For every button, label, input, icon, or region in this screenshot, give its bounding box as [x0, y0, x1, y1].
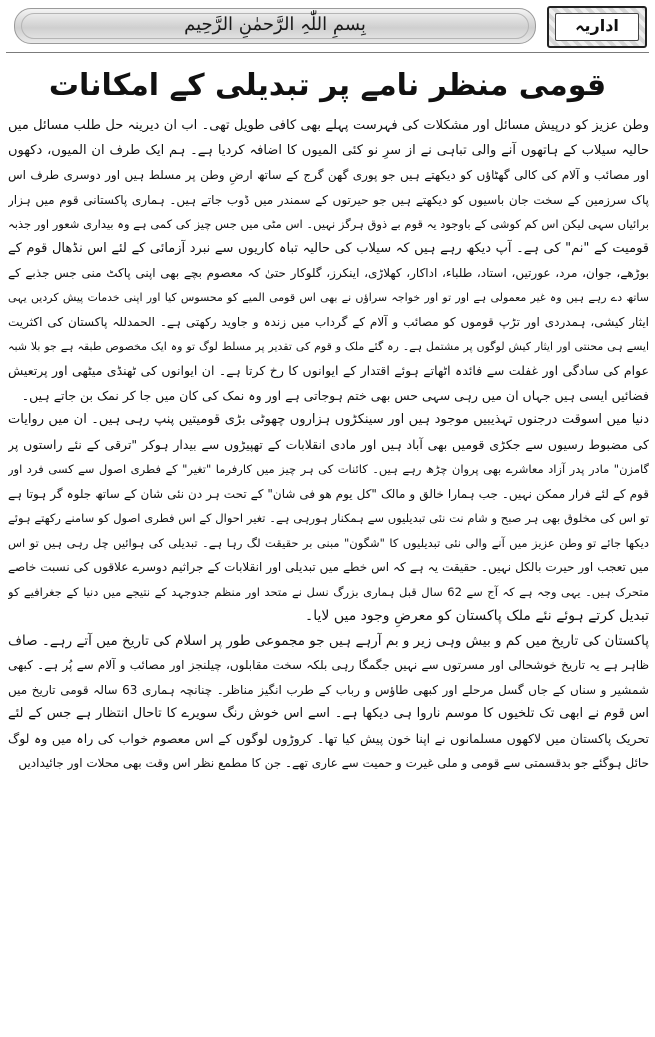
- text-line: ایسے ہی محنتی اور ایثار کیش لوگوں پر مشتمل ہے۔ رہ گئے ملک و قوم کی تقدیر پر مسلط لوگ تو وہ ایک مخصوص طبقہ ہے جو بلا شبہ: [8, 339, 649, 353]
- text-line: شمشیر و سناں کے جاں گسل مرحلے اور کبھی طاؤس و رباب کے طرب انگیز مناظر۔ چنانچہ ہماری 63 سالہ قومی تاریخ میں: [8, 682, 649, 697]
- article-title: قومی منظر نامے پر تبدیلی کے امکانات: [48, 68, 607, 103]
- text-line: قومیت کے "نم" کی ہے۔ آپ دیکھ رہے ہیں کہ سیلاب کی حالیہ تباہ کاریوں سے نبرد آزمائی کے لئے اس نڈھال قوم کے: [8, 240, 649, 256]
- text-line: بوڑھے، جوان، مرد، عورتیں، استاد، طلباء، اداکار، کھلاڑی، اینکرز، گلوکار حتیٰ کہ معصوم بچے بھی اپنی پاکٹ منی جس جذبے کے: [8, 266, 649, 280]
- header-divider: [6, 52, 649, 53]
- text-line: وطن عزیز کو درپیش مسائل اور مشکلات کی فہرست پہلے بھی کافی طویل تھی۔ اب ان دیرینہ حل طلب مسائل میں: [8, 118, 649, 133]
- paragraph: [8, 114, 649, 408]
- paragraph: [8, 408, 649, 629]
- section-badge-label: اداریہ: [555, 13, 639, 41]
- text-line: میں تعجب اور حیرت بالکل نہیں۔ حقیقت یہ ہے کہ اس خطے میں تبدیلی اور انقلابات کے جراثیم دوسرے علاقوں کی نسبت خاصے: [8, 560, 649, 574]
- text-line: ساتھ دے رہے ہیں وہ غیر معمولی ہے اور تو اور خواجہ سراؤں نے بھی اس قومی المیے کو محسوس کیا اور اپنی خدمات پیش کردیں یہی: [8, 290, 649, 304]
- text-line: ظاہر ہے یہ تاریخ خوشحالی اور مسرتوں سے نہیں جگمگا رہی بلکہ سخت مقابلوں، چیلنجز اور مصائب و آلام سے پُر ہے۔ کبھی: [8, 658, 649, 672]
- text-line: پاکستان کی تاریخ میں کم و بیش وہی زیر و بم آرہے ہیں جو مجموعی طور پر اسلام کی تاریخ میں آتے رہے۔ صاف: [8, 632, 649, 649]
- text-line: کی مضبوط رسیوں سے جکڑی قومیں بھی آباد ہیں اور مادی انقلابات کے تھپیڑوں سے بیدار ہوکر "ترقی کے نئے راستوں پر: [8, 436, 649, 452]
- paragraph: [8, 629, 649, 776]
- text-line: تو اس کی مخلوق بھی ہر صبح و شام نت نئی تبدیلیوں سے ہمکنار ہورہی ہے۔ تغیر احوال کے اس فطری اصول کو سامنے رکھتے ہوئے: [8, 511, 649, 525]
- bismillah-banner: [14, 8, 536, 44]
- text-line: اس قوم نے ابھی تک تلخیوں کا موسم ناروا ہی دیکھا ہے۔ اسے اس خوش رنگ سویرے کا تاحال انتظار ہے جس کے لئے: [8, 706, 649, 721]
- text-line: تحریک پاکستان میں لاکھوں مسلمانوں نے اپنا خون پیش کیا تھا۔ کروڑوں لوگوں کے اس معصوم خواب کی راہ میں وہ لوگ: [8, 730, 649, 746]
- text-line: دیکھا جائے تو وطن عزیز میں آنے والی نئی تبدیلیوں کا "شگون" مبنی بر حقیقت لگ رہا ہے۔ تبدیلی کی ہوائیں چل رہی ہیں تو اس: [8, 535, 649, 550]
- text-line: متحرک ہیں۔ یہی وجہ ہے کہ آج سے 62 سال قبل ہماری بزرگ نسل نے متحد اور منظم جدوجہد کے نتیجے میں دنیا کے جغرافیے کو: [8, 584, 649, 599]
- text-line: گامزن" مادر پدر آزاد معاشرے بھی پروان چڑھ رہے ہیں۔ کائنات کی ہر چیز میں کارفرما "تغیر" کے فطری اصول سے کسی فرد اور: [8, 462, 649, 476]
- bismillah-text: بِسمِ اللّٰہِ الرَّحمٰنِ الرَّحِیم: [184, 14, 366, 35]
- text-line: ایثار کیشی، ہمدردی اور تڑپ قوموں کو مصائب و آلام کے گرداب میں زندہ و جاوید رکھتی ہے۔ الحمدللہ پاکستان کی اکثریت: [8, 315, 649, 329]
- text-line: عوام کی سادگی اور غفلت سے فائدہ اٹھاتے ہوئے اقتدار کے ایوانوں کا رخ کرتا ہے۔ ان ایوانوں کی ٹھنڈی میٹھی اور پرتعیش: [8, 363, 649, 378]
- text-line: حائل ہوگئے جو بدقسمتی سے قومی و ملی غیرت و حمیت سے عاری تھے۔ جن کا مطمع نظر اس وقت بھی محلات اور جائیدادیں: [18, 756, 649, 770]
- text-line: قوم کے لئے فرار ممکن نہیں۔ جب ہمارا خالق و مالک "کل یوم ھو فی شان" کے تحت ہر دن نئی شان کے ساتھ جلوہ گر ہوتا ہے: [8, 486, 649, 501]
- text-line: اور مصائب و آلام کی کالی گھٹاؤں کو دیکھتے ہیں جو پوری گھن گرج کے ساتھ ارضِ وطن پر مسلط ہیں اور دوسری طرف اس: [8, 168, 649, 182]
- article-body: [8, 114, 649, 776]
- text-line: پاک سرزمین کے سخت جان باسیوں کو دیکھتے ہیں جو حیرتوں کے سمندر میں ڈوب جاتے ہیں۔ ہماری پاکستانی قوم میں ہزار: [8, 192, 649, 207]
- text-line: برائیاں سہی لیکن اس کم کوشی کے باوجود یہ قوم بے ذوق ہرگز نہیں۔ اس مٹی میں جس چیز کی کمی ہے وہ بیداری شعور اور جذبہ: [8, 217, 649, 231]
- section-badge: [547, 6, 647, 48]
- text-line: دنیا میں اسوقت درجنوں تہذیبیں موجود ہیں اور سینکڑوں ہزاروں چھوٹی بڑی قومیتیں پنپ رہی ہیں۔ ان میں روایات: [8, 412, 649, 427]
- text-line: تبدیل کرتے ہوئے نئے ملک پاکستان کو معرضِ وجود میں لایا۔: [305, 608, 649, 624]
- text-line: فضائیں ایسی ہیں جہاں ان میں رہی سہی حس بھی ختم ہوجاتی ہے اور وہ نمک کی کان میں جا کر نمک بن جاتے ہیں۔: [21, 387, 649, 403]
- text-line: حالیہ سیلاب کے ہاتھوں آنے والی تباہی نے از سرِ نو کئی المیوں کا اضافہ کردیا ہے۔ ہم ایک طرف ان المیوں، دکھوں: [8, 142, 649, 158]
- page-header: [0, 0, 655, 50]
